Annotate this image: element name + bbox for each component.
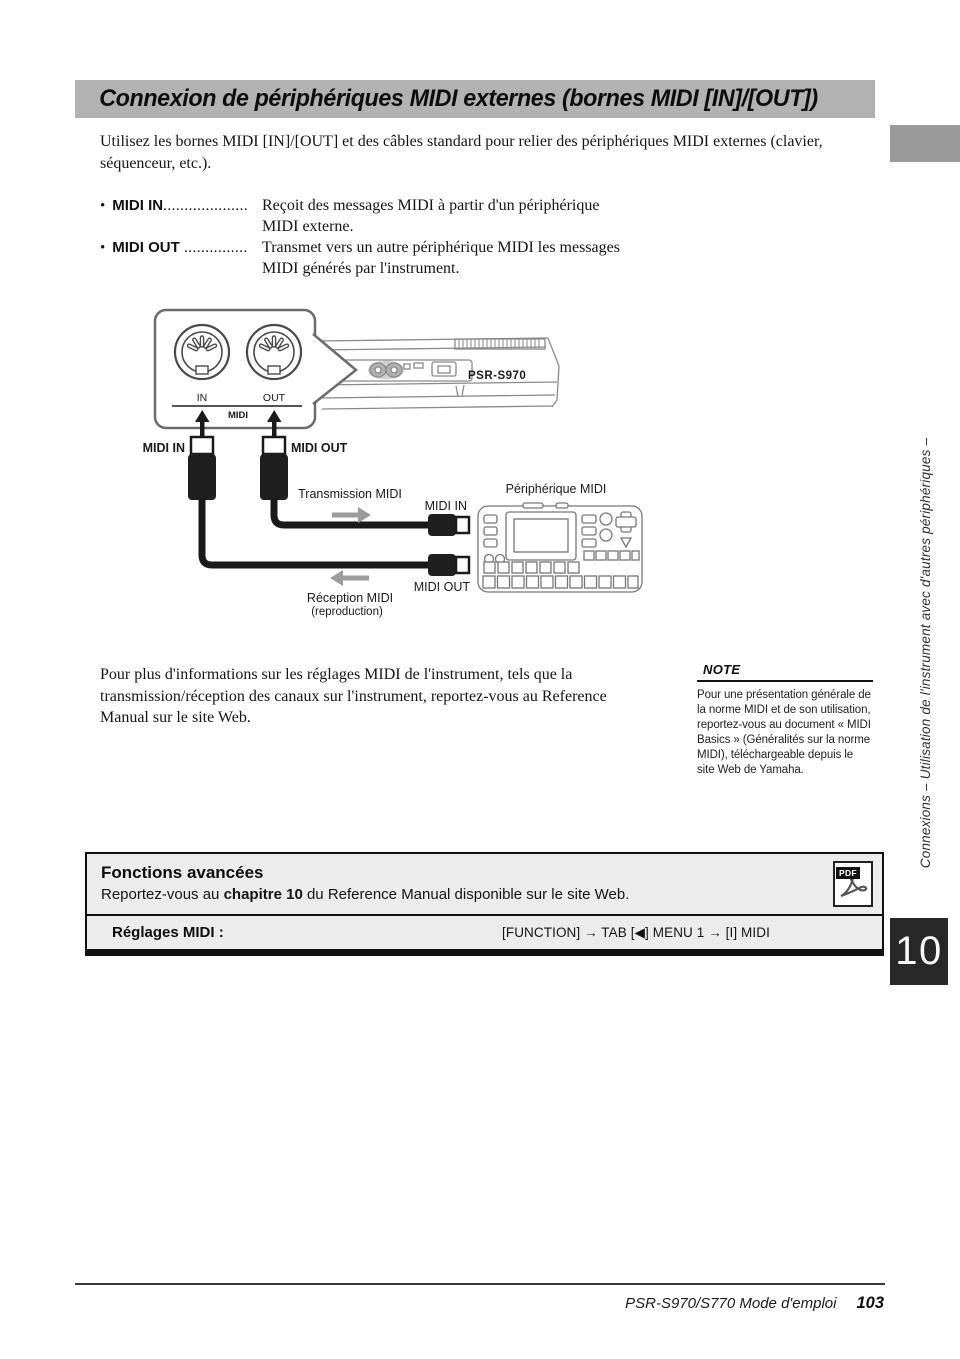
pdf-badge: PDF bbox=[836, 867, 860, 879]
list-item bbox=[100, 237, 740, 279]
term-cell bbox=[100, 195, 262, 237]
intro-paragraph: Utilisez les bornes MIDI [IN]/[OUT] et des câbles standard pour relier des périphériques MIDI externes (clavier, séquenceur, etc.). bbox=[100, 133, 823, 172]
dot-leader: ............... bbox=[183, 240, 248, 256]
body-prefix: Reportez-vous au bbox=[101, 886, 224, 903]
advanced-functions-box bbox=[85, 852, 884, 956]
description-line: MIDI générés par l'instrument. bbox=[262, 260, 460, 277]
socket-out-label: OUT bbox=[262, 392, 286, 404]
callout-pointer bbox=[313, 334, 356, 404]
section-title-banner bbox=[75, 80, 875, 118]
chapter-vertical-title: Connexions – Utilisation de l'instrument avec d'autres périphériques – bbox=[917, 437, 933, 869]
reception-label: Réception MIDI bbox=[306, 591, 394, 605]
device-midi-out-label: MIDI OUT bbox=[413, 580, 470, 594]
midi-settings-path: [FUNCTION] → TAB [◀] MENU 1 → [I] MIDI bbox=[502, 924, 770, 940]
advanced-functions-title: Fonctions avancées bbox=[101, 863, 264, 882]
dot-leader: .................... bbox=[163, 198, 249, 214]
reception-sub-label: (reproduction) bbox=[311, 606, 383, 618]
keyboard-logo-text: PSR-S970 bbox=[468, 370, 527, 382]
term-label: MIDI IN bbox=[112, 197, 164, 214]
instrument-midi-out-label: MIDI OUT bbox=[291, 441, 348, 455]
footer-page-number: 103 bbox=[856, 1294, 884, 1312]
description-line: MIDI externe. bbox=[262, 218, 354, 235]
socket-group-label: MIDI bbox=[227, 410, 249, 421]
chapter-number-box bbox=[890, 918, 948, 985]
instrument-midi-in-label: MIDI IN bbox=[142, 441, 185, 455]
midi-in-plug bbox=[188, 437, 216, 500]
midi-settings-label: Réglages MIDI : bbox=[112, 924, 224, 941]
reception-arrow bbox=[330, 570, 369, 586]
midi-in-socket-icon bbox=[175, 325, 229, 379]
midi-out-socket-icon bbox=[247, 325, 301, 379]
midi-settings-row bbox=[87, 914, 882, 949]
section-title: Connexion de périphériques MIDI externes (bornes MIDI [IN]/[OUT]) bbox=[99, 85, 818, 112]
midi-definition-list bbox=[100, 195, 740, 279]
note-underline bbox=[697, 680, 873, 682]
advanced-functions-top bbox=[87, 854, 882, 914]
device-midi-out-plug bbox=[428, 554, 469, 576]
term-cell bbox=[100, 237, 262, 279]
device-label: Périphérique MIDI bbox=[505, 482, 607, 496]
footer-rule bbox=[75, 1283, 885, 1285]
chapter-edge-tab bbox=[890, 125, 960, 162]
description-line: Transmet vers un autre périphérique MIDI les messages bbox=[262, 239, 620, 256]
note-text: Pour une présentation générale de la norme MIDI et de son utilisation, reportez-vous au document « MIDI Basics » (Généralités sur la norme MIDI), téléchargeable depuis le site Web de Yamaha. bbox=[697, 689, 871, 776]
midi-device-illustration bbox=[478, 503, 642, 592]
bullet-glyph: • bbox=[100, 198, 106, 214]
transmission-label: Transmission MIDI bbox=[298, 487, 402, 501]
footer bbox=[75, 1294, 884, 1313]
body-chapter: chapitre 10 bbox=[223, 886, 303, 903]
device-midi-in-label: MIDI IN bbox=[424, 499, 467, 513]
midi-out-plug bbox=[260, 437, 288, 500]
note-label: NOTE bbox=[703, 662, 741, 677]
note-box bbox=[697, 662, 873, 778]
term-description bbox=[262, 195, 599, 237]
chapter-number: 10 bbox=[895, 929, 943, 973]
bullet-glyph: • bbox=[100, 240, 106, 256]
term-description bbox=[262, 237, 620, 279]
device-midi-in-plug bbox=[428, 514, 469, 536]
term-label: MIDI OUT bbox=[112, 239, 180, 256]
footer-manual-title: PSR-S970/S770 Mode d'emploi bbox=[625, 1295, 837, 1312]
list-item bbox=[100, 195, 740, 237]
socket-in-label: IN bbox=[196, 392, 208, 404]
pdf-icon bbox=[833, 861, 873, 907]
body-suffix: du Reference Manual disponible sur le site Web. bbox=[302, 886, 630, 903]
keyboard-illustration bbox=[318, 338, 559, 409]
transmission-arrow bbox=[332, 507, 371, 523]
advanced-functions-body bbox=[101, 884, 822, 905]
midi-settings-paragraph: Pour plus d'informations sur les réglages MIDI de l'instrument, tels que la transmission/réception des canaux sur l'instrument, reportez-vous au Reference Manual sur le site Web. bbox=[100, 666, 607, 726]
midi-cables bbox=[202, 498, 430, 565]
midi-connection-diagram bbox=[130, 303, 670, 633]
description-line: Reçoit des messages MIDI à partir d'un périphérique bbox=[262, 197, 600, 214]
